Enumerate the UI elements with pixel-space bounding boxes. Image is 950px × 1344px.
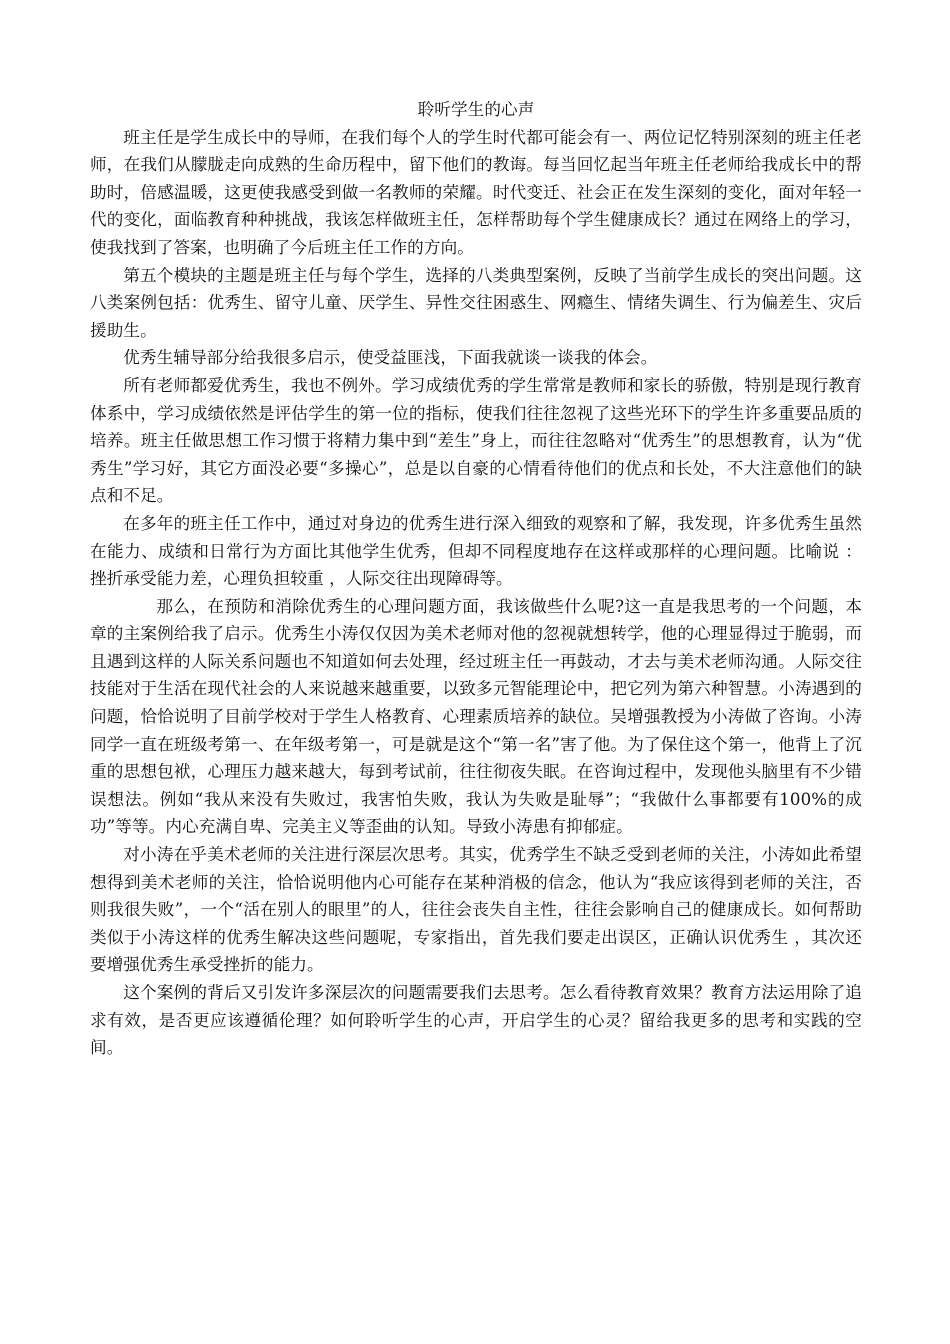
paragraph-module-five: 第五个模块的主题是班主任与每个学生，选择的八类典型案例，反映了当前学生成长的突出问题。这八类案例包括：优秀生、留守儿童、厌学生、异性交往困惑生、网瘾生、情绪失调生、行为偏差生、灾后援助生。 — [90, 265, 862, 340]
paragraph-case-xiaotao: 那么，在预防和消除优秀生的心理问题方面，我该做些什么呢?这一直是我思考的一个问题，本章的主案例给我了启示。优秀生小涛仅仅因为美术老师对他的忽视就想转学，他的心理显得过于脆弱，而且遇到这样的人际关系问题也不知道如何去处理，经过班主任一再鼓动，才去与美术老师沟通。人际交往技能对于生活在现代社会的人来说越来越重要，以致多元智能理论中，把它列为第六种智慧。小涛遇到的问题，恰恰说明了目前学校对于学生人格教育、心理素质培养的缺位。吴增强教授为小涛做了咨询。小涛同学一直在班级考第一、在年级考第一，可是就是这个“第一名”害了他。为了保住这个第一，他背上了沉重的思想包袱，心理压力越来越大，每到考试前，往往彻夜失眠。在咨询过程中，发现他头脑里有不少错误想法。例如“我从来没有失败过，我害怕失败，我认为失败是耻辱”；“我做什么事都要有100%的成功”等等。内心充满自卑、完美主义等歪曲的认知。导致小涛患有抑郁症。 — [90, 596, 862, 837]
paragraph-inspiration: 优秀生辅导部分给我很多启示，使受益匪浅，下面我就谈一谈我的体会。 — [123, 348, 658, 368]
paragraph-conclusion: 这个案例的背后又引发许多深层次的问题需要我们去思考。怎么看待教育效果？教育方法运用除了追求有效，是否更应该遵循伦理？如何聆听学生的心声，开启学生的心灵？留给我更多的思考和实践的空间。 — [90, 983, 862, 1058]
paragraph-deep-thinking: 对小涛在乎美术老师的关注进行深层次思考。其实，优秀学生不缺乏受到老师的关注，小涛如此希望想得到美术老师的关注，恰恰说明他内心可能存在某种消极的信念，他认为“我应该得到老师的关注，否则我很失败”，一个“活在别人的眼里”的人，往往会丧失自主性，往往会影响自己的健康成长。如何帮助类似于小涛这样的优秀生解决这些问题呢，专家指出，首先我们要走出误区，正确认识优秀生 ，其次还要增强优秀生承受挫折的能力。 — [90, 845, 862, 975]
paragraph-love-excellent-students: 所有老师都爱优秀生，我也不例外。学习成绩优秀的学生常常是教师和家长的骄傲，特别是现行教育体系中，学习成绩依然是评估学生的第一位的指标，使我们往往忽视了这些光环下的学生许多重要品质的培养。班主任做思想工作习惯于将精力集中到“差生”身上，而往往忽略对“优秀生”的思想教育，认为“优秀生”学习好，其它方面没必要“多操心”，总是以自豪的心情看待他们的优点和长处，不大注意他们的缺点和不足。 — [90, 375, 862, 506]
paragraph-observation: 在多年的班主任工作中，通过对身边的优秀生进行深入细致的观察和了解，我发现，许多优秀生虽然在能力、成绩和日常行为方面比其他学生优秀，但却不同程度地存在这样或那样的心理问题。比喻说 ：挫折承受能力差，心理负担较重 ，人际交往出现障碍等。 — [90, 513, 862, 589]
document-page — [90, 96, 862, 1062]
paragraph-intro: 班主任是学生成长中的导师，在我们每个人的学生时代都可能会有一、两位记忆特别深刻的班主任老师，在我们从朦胧走向成熟的生命历程中，留下他们的教诲。每当回忆起当年班主任老师给我成长中的帮助时，倍感温暖，这更使我感受到做一名教师的荣耀。时代变迁、社会正在发生深刻的变化，面对年轻一代的变化，面临教育种种挑战，我该怎样做班主任，怎样帮助每个学生健康成长？通过在网络上的学习，使我找到了答案，也明确了今后班主任工作的方向。 — [90, 127, 862, 257]
document-title: 聆听学生的心声 — [417, 100, 535, 119]
